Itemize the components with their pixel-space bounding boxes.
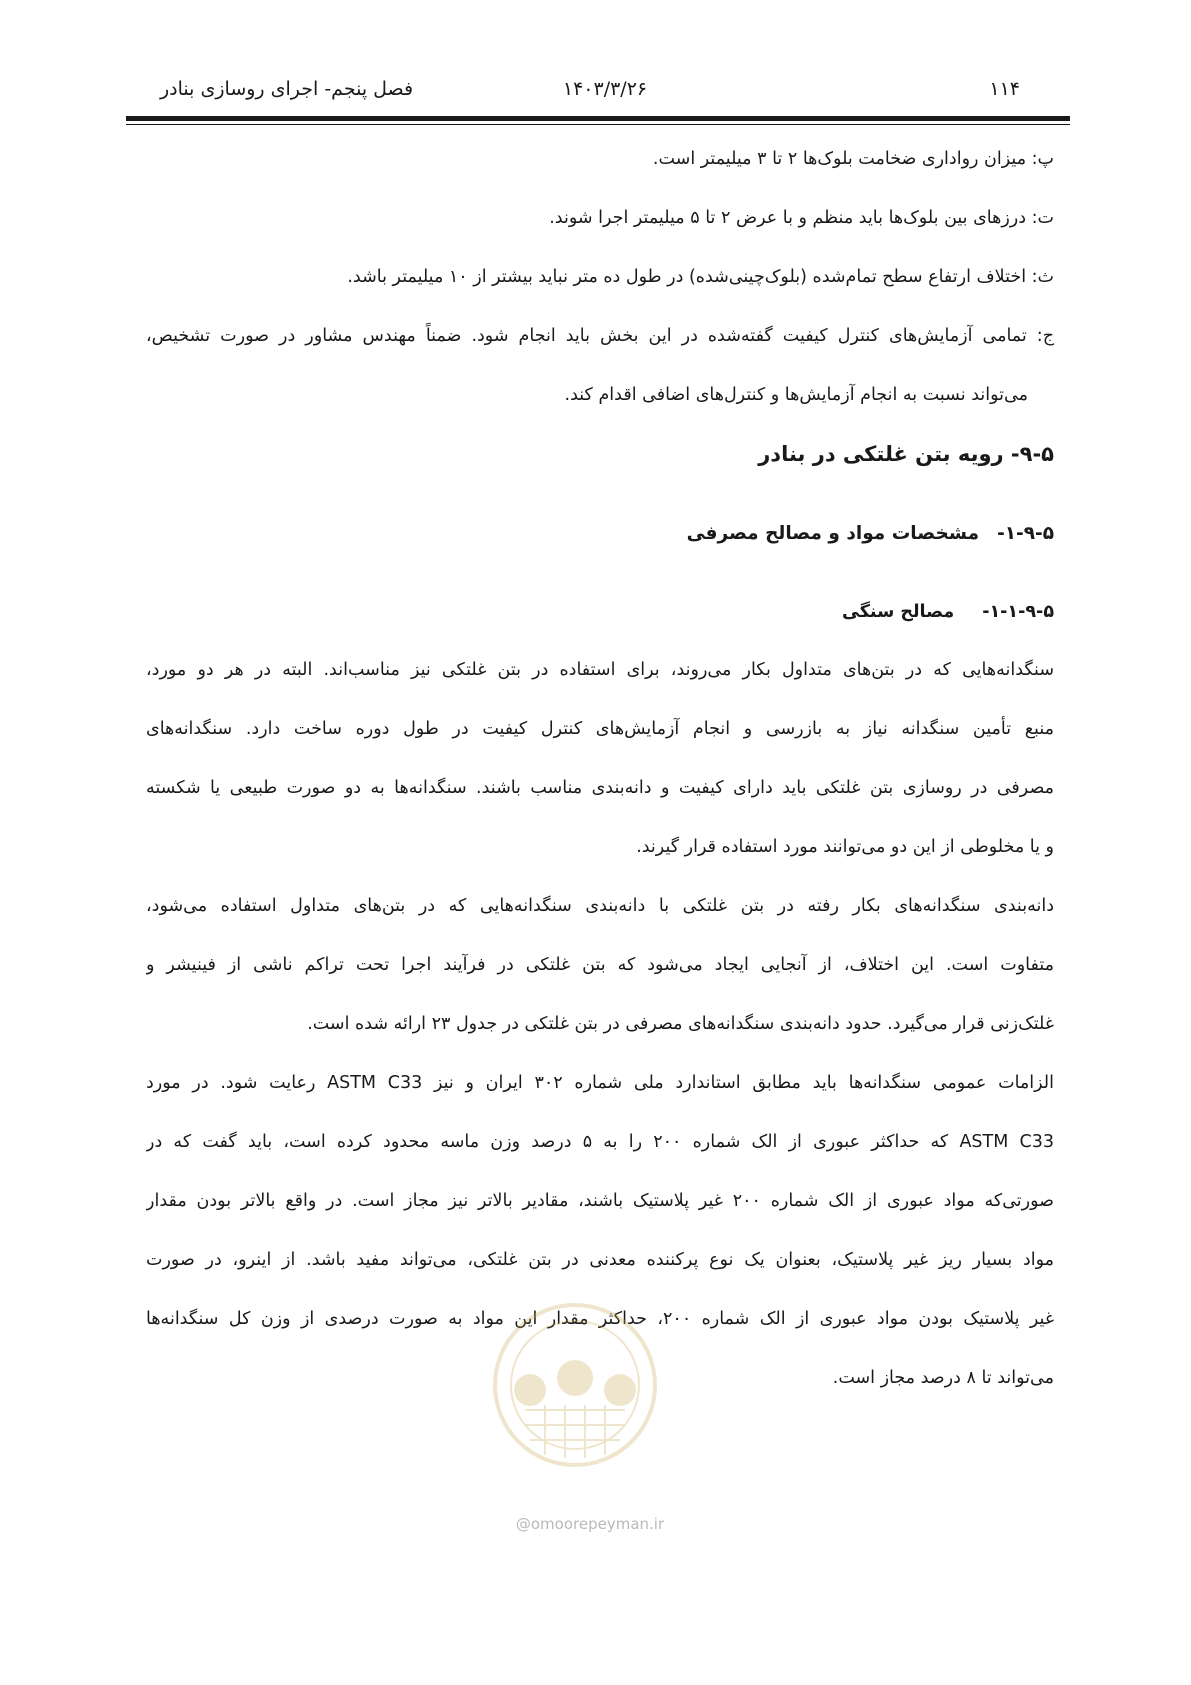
- gear-scales-seal-icon: [470, 1290, 680, 1480]
- paragraph: [146, 655, 1054, 862]
- paragraph-line: متفاوت است. این اختلاف، از آنجایی ایجاد می‌شود که بتن غلتکی در فرآیند اجرا تحت تراکم ناشی از فینیشر و: [146, 955, 1054, 975]
- paragraph-line: و یا مخلوطی از این دو می‌توانند مورد استفاده قرار گیرند.: [636, 837, 1054, 857]
- paragraph-line: غلتک‌زنی قرار می‌گیرد. حدود دانه‌بندی سنگدانه‌های مصرفی در بتن غلتکی در جدول ۲۳ ارائه شده است.: [307, 1014, 1054, 1034]
- paragraph-line: می‌تواند تا ۸ درصد مجاز است.: [832, 1368, 1054, 1388]
- paragraph-line: مواد بسیار ریز غیر پلاستیک، بعنوان یک نوع پرکننده معدنی در بتن غلتکی، می‌تواند مفید باشد. از اینرو، در صورت: [146, 1250, 1054, 1270]
- paragraph-line: دانه‌بندی سنگدانه‌های بکار رفته در بتن غلتکی با دانه‌بندی سنگدانه‌هایی که در بتن‌های متداول استفاده می‌شود،: [146, 896, 1054, 916]
- header-divider-thick: [126, 116, 1070, 121]
- subsubsection-title: مصالح سنگی: [842, 602, 955, 622]
- list-item: ث: اختلاف ارتفاع سطح تمام‌شده (بلوک‌چینی‌شده) در طول ده متر نباید بیشتر از ۱۰ میلیمتر باشد.: [347, 267, 1054, 287]
- paragraph-line: صورتی‌که مواد عبوری از الک شماره ۲۰۰ غیر پلاستیک باشند، مقادیر بالاتر نیز مجاز است. در واقع بالاتر بودن مقدار: [146, 1191, 1054, 1211]
- chapter-title: فصل پنجم- اجرای روسازی بنادر: [160, 78, 414, 100]
- subsection-heading: [146, 519, 1054, 549]
- paragraph-line: غیر پلاستیک بودن مواد عبوری از الک شماره ۲۰۰، حداکثر مقدار این مواد به صورت درصدی از وزن کل سنگدانه‌ها: [146, 1309, 1054, 1329]
- subsubsection-heading: [146, 597, 1054, 627]
- header-date: ۱۴۰۳/۳/۲۶: [562, 78, 648, 100]
- subsection-title: مشخصات مواد و مصالح مصرفی: [686, 523, 980, 544]
- list-item: ج: تمامی آزمایش‌های کنترل کیفیت گفته‌شده در این بخش باید انجام شود. ضمناً مهندس مشاور در صورت تشخیص،: [146, 326, 1054, 346]
- subsection-number: ۱-۹-۵-: [997, 523, 1054, 544]
- list-item: پ: میزان رواداری ضخامت بلوک‌ها ۲ تا ۳ میلیمتر است.: [652, 149, 1054, 169]
- list-item: ت: درزهای بین بلوک‌ها باید منظم و با عرض ۲ تا ۵ میلیمتر اجرا شوند.: [549, 208, 1054, 228]
- section-heading: ۹-۵- رویه بتن غلتکی در بنادر: [758, 442, 1054, 466]
- paragraph-line: مصرفی در روسازی بتن غلتکی باید دارای کیفیت و دانه‌بندی مناسب باشند. سنگدانه‌ها به دو صورت طبیعی یا شکسته: [146, 778, 1054, 798]
- paragraph-line: سنگدانه‌هایی که در بتن‌های متداول بکار می‌روند، برای استفاده در بتن غلتکی نیز مناسب‌اند. البته در هر دو مورد،: [146, 660, 1054, 680]
- page-header: [150, 76, 1060, 112]
- page-number: ۱۱۴: [989, 78, 1020, 100]
- header-divider-thin: [126, 124, 1070, 125]
- page-content: [146, 144, 1054, 1422]
- subsubsection-number: ۱-۱-۹-۵-: [982, 602, 1054, 622]
- paragraph-line: الزامات عمومی سنگدانه‌ها باید مطابق استاندارد ملی شماره ۳۰۲ ایران و نیز ASTM C33 رعایت شود. در مورد: [146, 1073, 1054, 1093]
- paragraph: [146, 891, 1054, 1039]
- watermark-caption: @omoorepeyman.ir: [515, 1515, 665, 1533]
- paragraph-line: منبع تأمین سنگدانه نیاز به بازرسی و انجام آزمایش‌های کنترل کیفیت در طول دوره ساخت دارد. سنگدانه‌های: [146, 719, 1054, 739]
- list-item-continuation: می‌تواند نسبت به انجام آزمایش‌ها و کنترل‌های اضافی اقدام کند.: [564, 385, 1028, 405]
- paragraph-line: ASTM C33 که حداکثر عبوری از الک شماره ۲۰۰ را به ۵ درصد وزن ماسه محدود کرده است، باید گفت که در: [146, 1132, 1054, 1152]
